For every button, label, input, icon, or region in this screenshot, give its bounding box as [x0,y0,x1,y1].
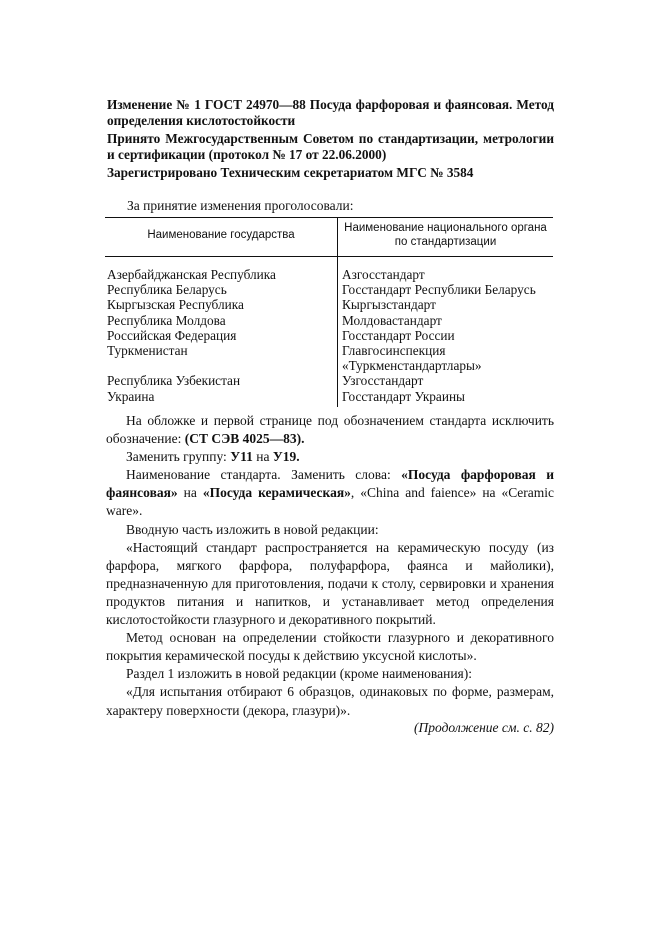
paragraph-group [106,448,554,466]
adoption-note: Принято Межгосударственным Советом по стандартизации, метрологии и сертификации (протокол № 17 от 22.06.2000) [107,131,554,162]
amendment-title: Изменение № 1 ГОСТ 24970—88 Посуда фарфоровая и фаянсовая. Метод определения кислотостойкости [107,97,554,128]
paragraph-title [106,466,554,520]
state-cell: Республика Молдова [107,312,226,328]
state-cell: Азербайджанская Республика [107,267,276,282]
table-row [105,343,553,373]
state-cell: Туркменистан [107,343,188,359]
col-state-header: Наименование государства [105,218,338,257]
state-cell: Кыргызская Республика [107,297,244,313]
col-body-header: Наименование национального органа по стандартизации [338,218,554,257]
paragraph-text: на [177,485,203,501]
old-group-bold: У11 [230,449,253,465]
state-cell: Российская Федерация [107,327,237,343]
state-cell: Республика Узбекистан [107,373,241,389]
paragraph-cover [106,412,554,448]
body-cell: Госстандарт Украины [338,389,554,407]
paragraph-text: Наименование стандарта. Заменить слова: [126,467,402,483]
paragraph-scope: «Настоящий стандарт распространяется на керамическую посуду (из фарфора, мягкого фарфора, полуфарфора, фаянса и майолики), предназначенную для приготовления, подачи к столу, сервировки и хранения продуктов питания и напитков, и устанавливает метод определения кислотостойкости глазурного и декоративного покрытий. [106,539,554,628]
table-header-row [105,218,553,257]
voting-table [105,217,553,407]
table-row [105,313,553,328]
paragraph-section1: Раздел 1 изложить в новой редакции (кроме наименования): [126,666,473,682]
body-cell: Главгосинспекция «Туркменстандартлары» [338,343,554,373]
old-title-bold: «Посуда фарфоровая и фаянсовая» [106,467,554,501]
table-row [105,389,553,407]
paragraph-method: Метод основан на определении стойкости глазурного и декоративного покрытия керамической посуды к действию уксусной кислоты». [106,630,554,664]
voting-intro: За принятие изменения проголосовали: [127,198,354,213]
state-cell: Республика Беларусь [107,282,227,298]
amendment-body [106,412,554,720]
table-row [105,297,553,312]
body-cell: Госстандарт Республики Беларусь [338,282,554,297]
paragraph-text: На обложке и первой странице под обозначением стандарта исключить обозначение: [106,413,554,447]
table-row [105,373,553,388]
table-row [105,257,553,283]
table-row [105,282,553,297]
table-row [105,328,553,343]
paragraph-text: Заменить группу: [126,449,231,465]
state-cell: Украина [107,388,155,404]
paragraph-text: на [252,449,273,465]
paragraph-text: , «China and faience» на «Ceramic ware». [106,485,554,519]
new-title-bold: «Посуда керамическая» [202,485,351,501]
body-cell: Кыргызстандарт [338,297,554,312]
paragraph-intro-edit: Вводную часть изложить в новой редакции: [126,521,379,537]
body-cell: Азгосстандарт [338,257,554,283]
designation-bold: (СТ СЭВ 4025—83). [184,431,305,447]
body-cell: Узгосстандарт [338,373,554,388]
body-cell: Молдовастандарт [338,313,554,328]
new-group-bold: У19. [272,449,300,465]
continuation-note: (Продолжение см. с. 82) [414,720,554,735]
registration-note: Зарегистрировано Техническим секретариатом МГС № 3584 [107,165,474,180]
paragraph-sampling: «Для испытания отбирают 6 образцов, одинаковых по форме, размерам, характеру поверхности (декора, глазури)». [106,684,554,718]
body-cell: Госстандарт России [338,328,554,343]
